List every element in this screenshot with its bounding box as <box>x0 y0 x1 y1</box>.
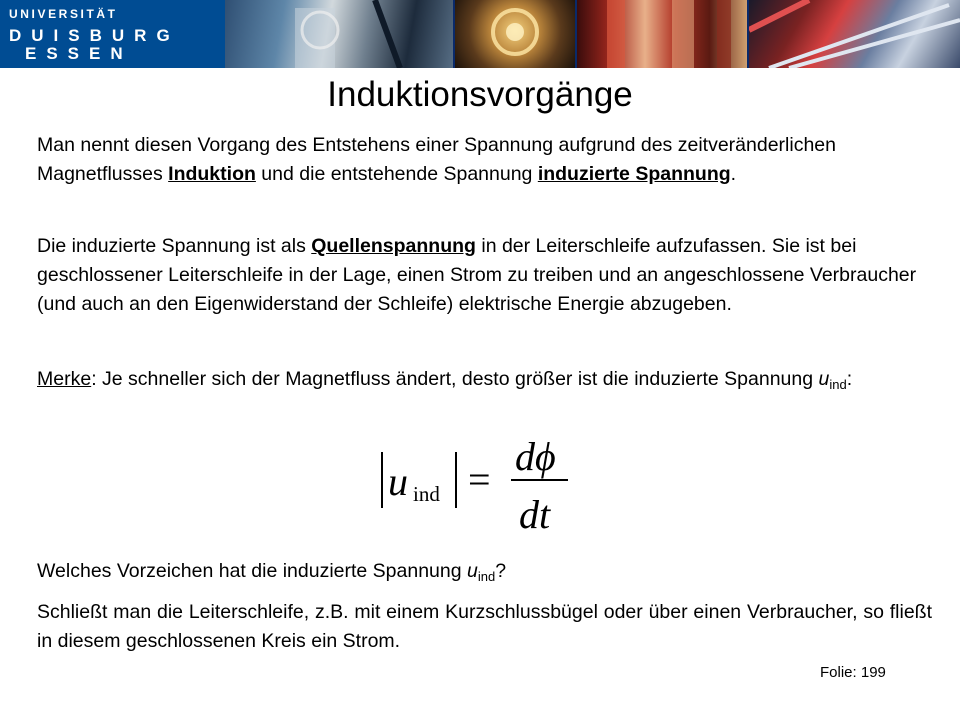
header-photo-1 <box>225 0 453 68</box>
text-segment: Welches Vorzeichen hat die induzierte Spannung <box>37 560 468 582</box>
formula-numerator: dϕ <box>515 434 556 479</box>
variable-u: u <box>818 368 830 390</box>
header-photo-2 <box>455 0 575 68</box>
slide-title: Induktionsvorgänge <box>327 75 633 114</box>
text-segment: und die entstehende Spannung <box>255 163 538 185</box>
university-logo <box>0 0 225 68</box>
text-segment: Die induzierte Spannung ist als <box>37 235 312 257</box>
header-photo-3 <box>577 0 747 68</box>
formula-lhs-var: u <box>388 459 408 504</box>
text-segment: ? <box>495 560 507 582</box>
logo-line-3: ESSEN <box>25 44 133 63</box>
formula-lhs-sub: ind <box>413 482 440 506</box>
text-segment: : Je schneller sich der Magnetfluss ändert, desto größer ist die induzierte Spannung <box>91 368 819 390</box>
term-induktion: Induktion <box>168 163 256 185</box>
paragraph-quellenspannung <box>37 232 937 319</box>
text-segment: in der Leiterschleife aufzufassen. Sie ist bei geschlossener Leiterschleife in der Lage, einen Strom zu treiben und an angeschlossene Verbraucher (und auch an den Eigenwiderstand der Schleife) elektrische Energie abzugeben. <box>37 235 917 315</box>
text-segment: . <box>730 163 737 185</box>
text-segment: Man nennt diesen Vorgang des Entstehens einer Spannung aufgrund des zeitveränderlichen Magnetflusses <box>37 134 836 185</box>
variable-u: u <box>467 560 478 582</box>
text-segment: : <box>846 368 853 390</box>
paragraph-question <box>37 557 932 586</box>
term-induzierte-spannung: induzierte Spannung <box>537 163 731 185</box>
term-quellenspannung: Quellenspannung <box>311 235 476 257</box>
paragraph-definition <box>37 131 932 189</box>
header-photo-4 <box>749 0 960 68</box>
logo-line-2: DUISBURG <box>9 26 180 45</box>
header-banner <box>0 0 960 68</box>
induction-formula <box>373 430 573 535</box>
variable-subscript: ind <box>829 377 847 392</box>
formula-equals: = <box>468 457 491 502</box>
variable-subscript: ind <box>477 569 496 584</box>
paragraph-merke <box>37 365 932 394</box>
paragraph-closed-loop: Schließt man die Leiterschleife, z.B. mit einem Kurzschlussbügel oder über einen Verbraucher, so fließt in diesem geschlossenen Kreis ein Strom. <box>37 601 932 652</box>
merke-label: Merke <box>37 368 92 390</box>
slide-number: Folie: 199 <box>820 664 886 681</box>
formula-denominator: dt <box>519 492 551 535</box>
logo-line-1: UNIVERSITÄT <box>9 7 118 21</box>
